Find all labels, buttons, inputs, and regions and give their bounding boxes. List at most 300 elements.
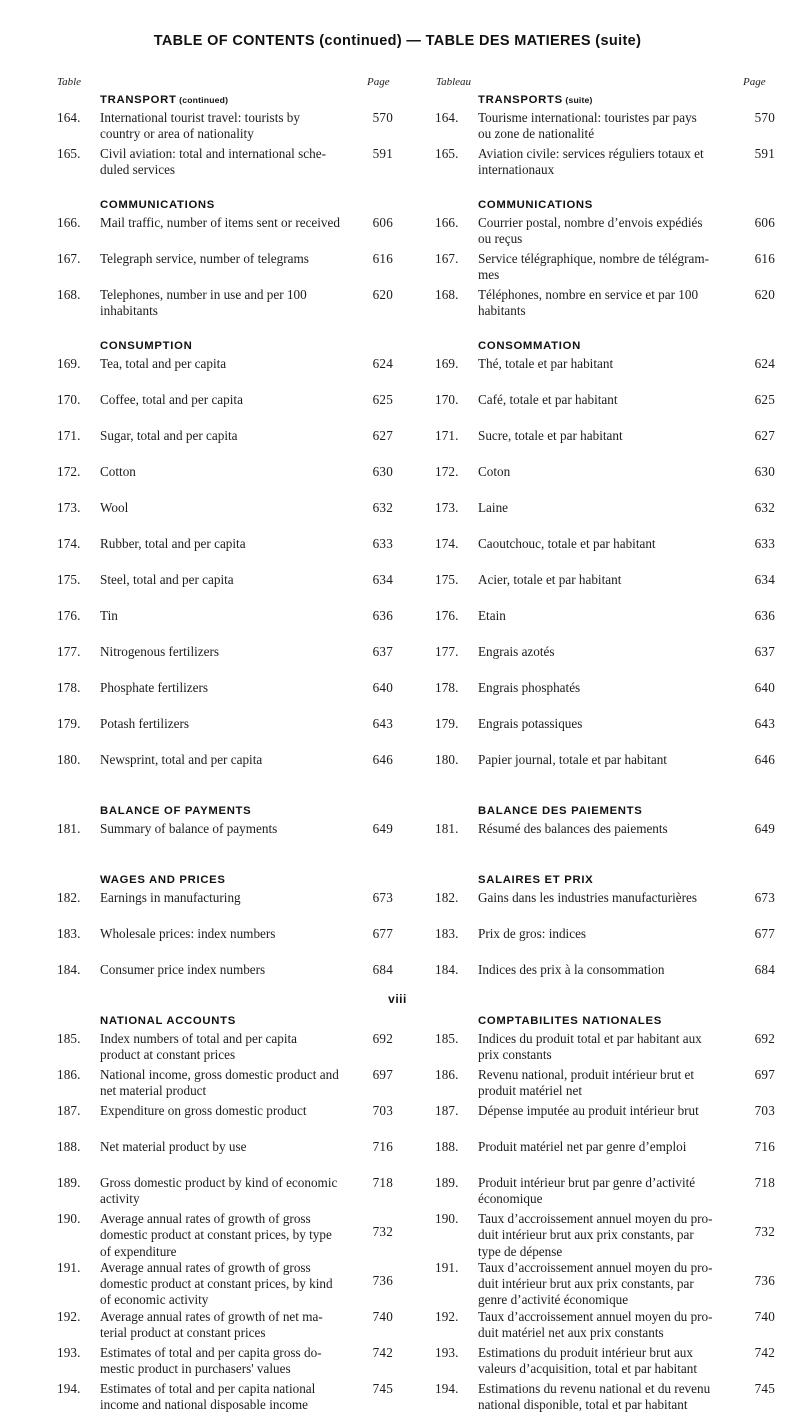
toc-entry-number: 177.: [435, 644, 459, 659]
toc-entry[interactable]: [57, 146, 393, 182]
toc-entry[interactable]: [435, 356, 775, 392]
toc-entry[interactable]: [57, 1067, 393, 1103]
toc-entry-page: 570: [372, 110, 393, 125]
toc-entry-number: 164.: [435, 110, 459, 125]
toc-entry-line: income and national disposable income: [100, 1397, 309, 1413]
toc-entry[interactable]: [57, 251, 393, 287]
toc-entry-line: Taux d’accroissement annuel moyen du pro-: [478, 1259, 713, 1275]
toc-entry-title: [478, 1260, 739, 1309]
toc-entry-title: [100, 500, 357, 516]
toc-entry-line: Tin: [100, 608, 118, 623]
toc-entry-title: [478, 428, 739, 444]
toc-entry[interactable]: [435, 608, 775, 644]
toc-entry-line: valeurs d’acquisition, total et par habitant: [478, 1361, 697, 1377]
toc-entry-page: 649: [372, 821, 393, 836]
toc-entry-title: [100, 287, 357, 320]
toc-entry-number: 175.: [57, 572, 81, 587]
toc-entry-line: Service télégraphique, nombre de télégram-: [478, 251, 710, 266]
toc-entry-line: internationaux: [478, 162, 555, 178]
toc-entry[interactable]: [435, 215, 775, 251]
toc-entry-line: Estimates of total and per capita gross do-: [100, 1344, 322, 1360]
toc-entry-page: 640: [754, 680, 775, 695]
toc-entry-number: 166.: [435, 215, 459, 230]
section-heading: [478, 874, 775, 886]
toc-entry-line: Courrier postal, nombre d’envois expédiés: [478, 215, 703, 230]
toc-entry-line: Acier, totale et par habitant: [478, 572, 622, 587]
toc-entry-number: 189.: [57, 1175, 81, 1190]
toc-entry-number: 185.: [57, 1031, 81, 1046]
toc-entry-page-wrap: [357, 1345, 393, 1381]
toc-entry-line: Earnings in manufacturing: [100, 890, 241, 905]
toc-entry-page-wrap: [357, 110, 393, 146]
toc-entry-page: 632: [754, 500, 775, 515]
toc-entry[interactable]: [57, 500, 393, 536]
toc-entry[interactable]: [435, 821, 775, 857]
toc-entry-page: 646: [754, 752, 775, 767]
toc-entry[interactable]: [57, 1103, 393, 1139]
toc-entry[interactable]: [57, 926, 393, 962]
toc-entry[interactable]: [57, 1031, 393, 1067]
toc-entry-line: Revenu national, produit intérieur brut et: [478, 1067, 695, 1082]
toc-entry-line: Telegraph service, number of telegrams: [100, 251, 309, 266]
toc-entry-title: [100, 1381, 357, 1414]
toc-entry-page: 624: [372, 356, 393, 371]
toc-entry-title: [100, 392, 357, 408]
toc-entry-line: habitants: [478, 303, 526, 319]
toc-entry[interactable]: [435, 1139, 775, 1175]
toc-entry-title: [100, 821, 357, 837]
toc-entry-page-wrap: [357, 644, 393, 680]
section-heading-label: COMMUNICATIONS: [478, 199, 594, 211]
toc-entry-line: mestic product in purchasers' values: [100, 1361, 291, 1377]
toc-entry-title: [100, 1103, 357, 1119]
toc-entry[interactable]: [57, 356, 393, 392]
toc-entry[interactable]: [57, 428, 393, 464]
toc-entry-page-wrap: [357, 392, 393, 428]
toc-entry-page: 627: [754, 428, 775, 443]
toc-entry-page-wrap: [357, 356, 393, 392]
toc-entry[interactable]: [435, 1309, 775, 1345]
toc-entry-line: of economic activity: [100, 1292, 209, 1308]
toc-entry-line: Summary of balance of payments: [100, 821, 278, 836]
toc-entry[interactable]: [435, 890, 775, 926]
toc-entry[interactable]: [435, 536, 775, 572]
toc-entry-number: 187.: [57, 1103, 81, 1118]
toc-entry[interactable]: [435, 644, 775, 680]
toc-entry-line: Average annual rates of growth of gross: [100, 1259, 311, 1275]
toc-entry-page-wrap: [739, 1103, 775, 1139]
toc-entry-page-wrap: [357, 287, 393, 323]
column-header-page-right: Page: [743, 76, 766, 88]
toc-entry-line: Aviation civile: services réguliers totaux et: [478, 146, 704, 161]
toc-entry-page: 703: [754, 1103, 775, 1118]
toc-entry-line: Average annual rates of growth of gross: [100, 1211, 311, 1226]
toc-entry-page-wrap: [357, 1260, 393, 1309]
toc-entry[interactable]: [57, 680, 393, 716]
toc-entry-line: country or area of nationality: [100, 126, 254, 142]
toc-entry-page: 632: [372, 500, 393, 515]
toc-entry-number: 188.: [57, 1139, 81, 1154]
toc-entry-number: 172.: [435, 464, 459, 479]
toc-entry[interactable]: [57, 392, 393, 428]
toc-entry-page: 697: [754, 1067, 775, 1082]
toc-entry-number: 176.: [435, 608, 459, 623]
toc-entry-line: Average annual rates of growth of net ma-: [100, 1308, 323, 1324]
toc-entry-page-wrap: [739, 1260, 775, 1309]
toc-entry-line: Tourisme international: touristes par pays: [478, 110, 697, 125]
toc-entry-line: Résumé des balances des paiements: [478, 821, 668, 836]
toc-entry[interactable]: [435, 1381, 775, 1417]
toc-entry-page-wrap: [739, 146, 775, 182]
toc-entry-page-wrap: [739, 926, 775, 962]
toc-entry-line: Potash fertilizers: [100, 716, 189, 731]
section-heading: [100, 199, 393, 211]
toc-entry-page: 633: [754, 536, 775, 551]
toc-entry-title: [100, 1260, 357, 1309]
toc-entry-number: 184.: [435, 962, 459, 977]
toc-entry-number: 172.: [57, 464, 81, 479]
toc-entry-line: activity: [100, 1191, 140, 1207]
toc-entry-title: [100, 536, 357, 552]
toc-entry[interactable]: [57, 536, 393, 572]
toc-entry-page-wrap: [357, 500, 393, 536]
toc-entry-line: Rubber, total and per capita: [100, 536, 246, 551]
toc-entry-page-wrap: [357, 1381, 393, 1417]
toc-entry-title: [478, 110, 739, 143]
toc-entry-page-wrap: [739, 110, 775, 146]
toc-entry-title: [478, 146, 739, 179]
toc-entry-page-wrap: [357, 146, 393, 182]
toc-entry-number: 169.: [435, 356, 459, 371]
toc-entry-title: [478, 1139, 739, 1155]
toc-entry[interactable]: [57, 1309, 393, 1345]
toc-entry-line: national disponible, total et par habitant: [478, 1397, 688, 1413]
toc-entry-line: Cotton: [100, 464, 136, 479]
toc-entry-page: 643: [372, 716, 393, 731]
toc-entry-page-wrap: [357, 1067, 393, 1103]
toc-entry[interactable]: [57, 110, 393, 146]
toc-entry[interactable]: [57, 608, 393, 644]
toc-entry[interactable]: [57, 752, 393, 788]
column-header-page-left: Page: [367, 76, 390, 88]
toc-entry-line: Produit intérieur brut par genre d’activité: [478, 1175, 696, 1190]
toc-entry-number: 179.: [57, 716, 81, 731]
toc-entry[interactable]: [57, 572, 393, 608]
toc-entry[interactable]: [57, 716, 393, 752]
toc-entry-line: Wholesale prices: index numbers: [100, 926, 276, 941]
toc-column-french: [435, 94, 775, 1417]
toc-entry[interactable]: [57, 644, 393, 680]
toc-entry-number: 178.: [57, 680, 81, 695]
toc-entry-title: [100, 1139, 357, 1155]
toc-entry[interactable]: [435, 110, 775, 146]
toc-entry-line: International tourist travel: tourists by: [100, 110, 300, 125]
toc-entry[interactable]: [57, 1139, 393, 1175]
toc-entry[interactable]: [57, 1345, 393, 1381]
toc-entry-line: domestic product at constant prices, by type: [100, 1227, 332, 1243]
toc-column-english: [57, 94, 393, 1417]
toc-entry[interactable]: [57, 287, 393, 323]
toc-entry-number: 182.: [57, 890, 81, 905]
toc-entry-page: 591: [754, 146, 775, 161]
toc-entry-page-wrap: [357, 1309, 393, 1345]
section-gap: [435, 323, 775, 340]
toc-entry-page-wrap: [739, 1139, 775, 1175]
toc-entry[interactable]: [57, 1211, 393, 1260]
toc-entry-title: [478, 1175, 739, 1208]
toc-entry-page: 703: [372, 1103, 393, 1118]
toc-entry[interactable]: [435, 1211, 775, 1260]
toc-entry[interactable]: [57, 890, 393, 926]
toc-entry-title: [478, 1345, 739, 1378]
toc-entry-page: 627: [372, 428, 393, 443]
toc-entry-page: 570: [754, 110, 775, 125]
column-header-tableau: Tableau: [436, 76, 472, 88]
toc-entry[interactable]: [435, 1345, 775, 1381]
toc-entry-line: Nitrogenous fertilizers: [100, 644, 220, 659]
toc-entry[interactable]: [435, 1175, 775, 1211]
section-heading: [478, 805, 775, 817]
toc-entry-page-wrap: [739, 1175, 775, 1211]
toc-entry-page: 677: [372, 926, 393, 941]
toc-entry[interactable]: [57, 1175, 393, 1211]
toc-entry-page: 646: [372, 752, 393, 767]
toc-entry-line: Prix de gros: indices: [478, 926, 587, 941]
toc-entry[interactable]: [435, 1103, 775, 1139]
section-heading-label: WAGES AND PRICES: [100, 874, 226, 886]
toc-entry-line: Estimations du produit intérieur brut aux: [478, 1344, 693, 1360]
toc-entry-page: 636: [372, 608, 393, 623]
toc-entry-page-wrap: [357, 215, 393, 251]
toc-entry[interactable]: [57, 1381, 393, 1417]
toc-entry[interactable]: [435, 500, 775, 536]
toc-entry[interactable]: [435, 1031, 775, 1067]
toc-entry-line: produit matériel net: [478, 1083, 582, 1099]
toc-entry[interactable]: [435, 428, 775, 464]
toc-entry-line: Expenditure on gross domestic product: [100, 1103, 307, 1118]
toc-entry-line: Indices du produit total et par habitant aux: [478, 1031, 702, 1046]
toc-entry-page: 643: [754, 716, 775, 731]
toc-entry-line: Engrais potassiques: [478, 716, 583, 731]
section-gap: [435, 182, 775, 199]
toc-entry-page: 630: [754, 464, 775, 479]
toc-entry-page: 620: [372, 287, 393, 302]
toc-entry-title: [100, 1031, 357, 1064]
section-heading-label: NATIONAL ACCOUNTS: [100, 1015, 236, 1027]
toc-entry-title: [478, 1103, 739, 1119]
toc-entry-page-wrap: [357, 752, 393, 788]
toc-entry-page: 649: [754, 821, 775, 836]
toc-entry-title: [100, 1067, 357, 1100]
toc-entry-title: [478, 608, 739, 624]
toc-entry[interactable]: [435, 716, 775, 752]
toc-entry-title: [478, 356, 739, 372]
toc-entry[interactable]: [435, 251, 775, 287]
toc-entry-line: Indices des prix à la consommation: [478, 962, 665, 977]
toc-entry-page: 606: [372, 215, 393, 230]
toc-entry[interactable]: [435, 1067, 775, 1103]
toc-entry-number: 180.: [57, 752, 81, 767]
toc-entry-title: [478, 752, 739, 768]
toc-entry-page: 684: [754, 962, 775, 977]
section-heading: [100, 805, 393, 817]
toc-entry[interactable]: [435, 680, 775, 716]
toc-entry-page-wrap: [357, 716, 393, 752]
toc-entry[interactable]: [435, 287, 775, 323]
toc-entry-number: 165.: [435, 146, 459, 161]
toc-entry[interactable]: [435, 146, 775, 182]
toc-entry-page-wrap: [739, 1309, 775, 1345]
toc-entry-number: 170.: [435, 392, 459, 407]
toc-entry-line: duit intérieur brut aux prix constants, par: [478, 1276, 694, 1292]
toc-entry-page-wrap: [357, 890, 393, 926]
toc-entry-number: 171.: [57, 428, 81, 443]
toc-entry-number: 176.: [57, 608, 81, 623]
section-gap: [57, 182, 393, 199]
toc-entry-line: Engrais phosphatés: [478, 680, 581, 695]
toc-entry-number: 179.: [435, 716, 459, 731]
toc-entry-page-wrap: [357, 1211, 393, 1260]
toc-entry-title: [100, 716, 357, 732]
toc-entry-page-wrap: [739, 752, 775, 788]
toc-entry-number: 191.: [57, 1259, 81, 1275]
toc-entry-page-wrap: [739, 716, 775, 752]
section-heading-label: CONSUMPTION: [100, 340, 193, 352]
toc-entry-line: Coton: [478, 464, 511, 479]
toc-entry-page-wrap: [357, 1031, 393, 1067]
toc-entry-number: 173.: [57, 500, 81, 515]
toc-entry-title: [478, 500, 739, 516]
toc-entry-line: Estimations du revenu national et du revenu: [478, 1380, 711, 1396]
toc-entry-page: 630: [372, 464, 393, 479]
toc-entry-page: 697: [372, 1067, 393, 1082]
toc-entry-number: 190.: [435, 1211, 459, 1226]
toc-entry-number: 183.: [435, 926, 459, 941]
toc-entry[interactable]: [57, 821, 393, 857]
toc-entry-page-wrap: [357, 464, 393, 500]
toc-entry-number: 184.: [57, 962, 81, 977]
toc-entry[interactable]: [57, 1260, 393, 1309]
toc-entry-number: 181.: [435, 821, 459, 836]
toc-entry-title: [478, 926, 739, 942]
toc-entry-line: terial product at constant prices: [100, 1325, 266, 1341]
toc-entry-page-wrap: [357, 821, 393, 857]
toc-entry-page: 716: [754, 1139, 775, 1154]
toc-entry-page: 624: [754, 356, 775, 371]
toc-entry-line: duled services: [100, 162, 176, 178]
toc-entry-line: Steel, total and per capita: [100, 572, 234, 587]
toc-entry-title: [100, 356, 357, 372]
toc-entry-title: [100, 1175, 357, 1208]
toc-entry[interactable]: [435, 572, 775, 608]
section-heading: [100, 94, 393, 106]
toc-entry-number: 188.: [435, 1139, 459, 1154]
toc-entry-page: 736: [372, 1272, 393, 1288]
toc-entry-line: of expenditure: [100, 1243, 177, 1259]
toc-entry-line: Thé, totale et par habitant: [478, 356, 614, 371]
section-heading-label: SALAIRES ET PRIX: [478, 874, 594, 886]
toc-entry-page: 606: [754, 215, 775, 230]
toc-entry-line: Téléphones, nombre en service et par 100: [478, 287, 699, 302]
toc-entry-title: [100, 680, 357, 696]
toc-entry[interactable]: [435, 464, 775, 500]
toc-entry-line: Phosphate fertilizers: [100, 680, 209, 695]
toc-entry-title: [100, 1345, 357, 1378]
section-heading-label: CONSOMMATION: [478, 340, 581, 352]
toc-entry-title: [100, 890, 357, 906]
toc-entry-page: 591: [372, 146, 393, 161]
toc-entry-title: [100, 215, 357, 231]
toc-entry-title: [100, 1309, 357, 1342]
toc-entry-page: 692: [372, 1031, 393, 1046]
toc-entry-number: 183.: [57, 926, 81, 941]
toc-entry-line: prix constants: [478, 1047, 552, 1063]
toc-entry-page-wrap: [739, 821, 775, 857]
toc-entry-title: [478, 464, 739, 480]
toc-entry-page-wrap: [739, 572, 775, 608]
toc-entry-page-wrap: [739, 464, 775, 500]
section-heading: [100, 340, 393, 352]
toc-entry-title: [478, 644, 739, 660]
toc-entry-number: 181.: [57, 821, 81, 836]
toc-entry-number: 177.: [57, 644, 81, 659]
toc-entry-number: 169.: [57, 356, 81, 371]
toc-entry-line: Gross domestic product by kind of economic: [100, 1175, 338, 1190]
toc-entry-page: 716: [372, 1139, 393, 1154]
toc-entry-line: duit matériel net aux prix constants: [478, 1325, 664, 1341]
toc-entry-number: 178.: [435, 680, 459, 695]
section-heading: [100, 1015, 393, 1027]
toc-entry-page: 732: [372, 1223, 393, 1239]
toc-entry-title: [100, 608, 357, 624]
toc-entry-page: 740: [754, 1308, 775, 1324]
section-gap: [57, 788, 393, 805]
toc-entry-line: Caoutchouc, totale et par habitant: [478, 536, 656, 551]
toc-entry-line: Sugar, total and per capita: [100, 428, 238, 443]
section-heading-label: COMMUNICATIONS: [100, 199, 216, 211]
toc-entry-line: Taux d’accroissement annuel moyen du pro-: [478, 1308, 713, 1324]
section-heading-suffix: (continued): [176, 95, 229, 105]
section-heading-label: TRANSPORT: [100, 94, 177, 106]
toc-entry-page: 677: [754, 926, 775, 941]
toc-entry-line: product at constant prices: [100, 1047, 236, 1063]
toc-entry-page: 625: [754, 392, 775, 407]
section-heading-label: TRANSPORTS: [478, 94, 563, 106]
toc-entry-page-wrap: [739, 1381, 775, 1417]
toc-entry-page-wrap: [357, 572, 393, 608]
toc-entry[interactable]: [435, 1260, 775, 1309]
toc-entry-page-wrap: [357, 926, 393, 962]
toc-entry-line: net material product: [100, 1083, 207, 1099]
toc-entry-page-wrap: [739, 215, 775, 251]
toc-entry-line: Tea, total and per capita: [100, 356, 227, 371]
toc-entry[interactable]: [435, 926, 775, 962]
toc-entry-page-wrap: [739, 1067, 775, 1103]
section-heading: [478, 199, 775, 211]
toc-entry-title: [100, 572, 357, 588]
section-heading: [478, 94, 775, 106]
toc-entry-title: [100, 251, 357, 267]
toc-entry-title: [100, 962, 357, 978]
toc-entry-page-wrap: [739, 680, 775, 716]
toc-entry[interactable]: [435, 392, 775, 428]
section-gap: [435, 788, 775, 805]
toc-entry[interactable]: [435, 752, 775, 788]
toc-entry[interactable]: [57, 464, 393, 500]
toc-entry[interactable]: [57, 215, 393, 251]
toc-entry-title: [100, 110, 357, 143]
toc-entry-page: 673: [372, 890, 393, 905]
